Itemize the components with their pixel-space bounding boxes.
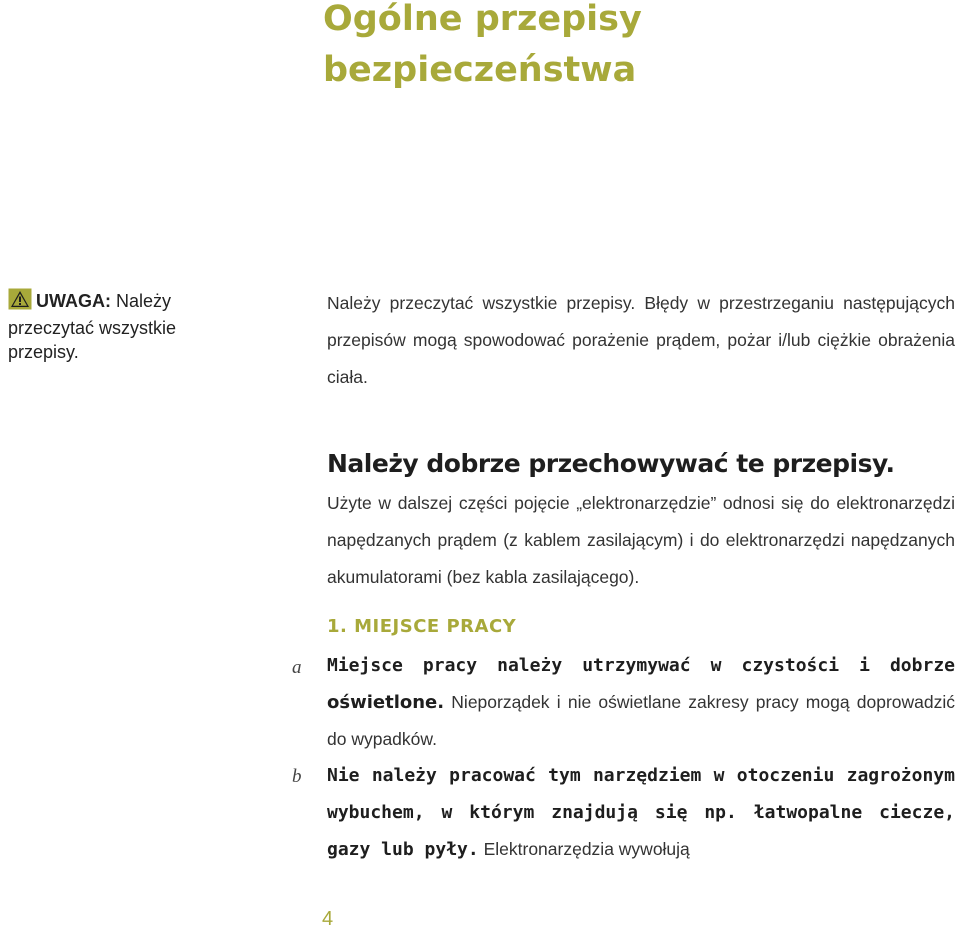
item-marker-b: b (292, 766, 302, 787)
warning-text: Należy przeczytać wszystkie przepisy. (8, 291, 177, 362)
definition-paragraph: Użyte w dalszej części pojęcie „elektronarzędzie” odnosi się do elektronarzędzi napędzanych prądem (z kablem zasilającym) i do elektronarzędzi napędzanych akumulatorami (bez kabla zasilającego). (327, 493, 955, 587)
item-b-text: Elektronarzędzia wywołują (478, 839, 690, 859)
warning-label: UWAGA: (36, 291, 111, 311)
list-item-b (327, 757, 955, 868)
warning-triangle-icon (8, 288, 32, 316)
warning-box (8, 288, 248, 364)
item-b-bold: Nie należy pracować tym narzędziem w otoczeniu zagrożonym wybuchem, w którym znajdują się np. łatwopalne ciecze, gazy lub pyły. (327, 765, 955, 860)
item-a-bold-1: Miejsce pracy należy utrzymywać w czystości i dobrze (327, 655, 955, 676)
keep-instructions-heading: Należy dobrze przechowywać te przepisy. (327, 449, 895, 478)
intro-paragraph: Należy przeczytać wszystkie przepisy. Błędy w przestrzeganiu następujących przepisów mogą spowodować porażenie prądem, pożar i/lub ciężkie obrażenia ciała. (327, 293, 955, 387)
item-a-bold-2: oświetlone. (327, 692, 445, 713)
item-a-text: Nieporządek i nie oświetlane zakresy pracy mogą doprowadzić do wypadków. (327, 692, 955, 749)
item-marker-a: a (292, 657, 302, 678)
section-heading: 1. MIEJSCE PRACY (327, 616, 517, 637)
page-number: 4 (322, 908, 334, 930)
page-title (323, 0, 642, 96)
title-line-2: bezpieczeństwa (323, 50, 637, 90)
title-line-1: Ogólne przepisy (323, 0, 642, 39)
list-item-a (327, 647, 955, 758)
